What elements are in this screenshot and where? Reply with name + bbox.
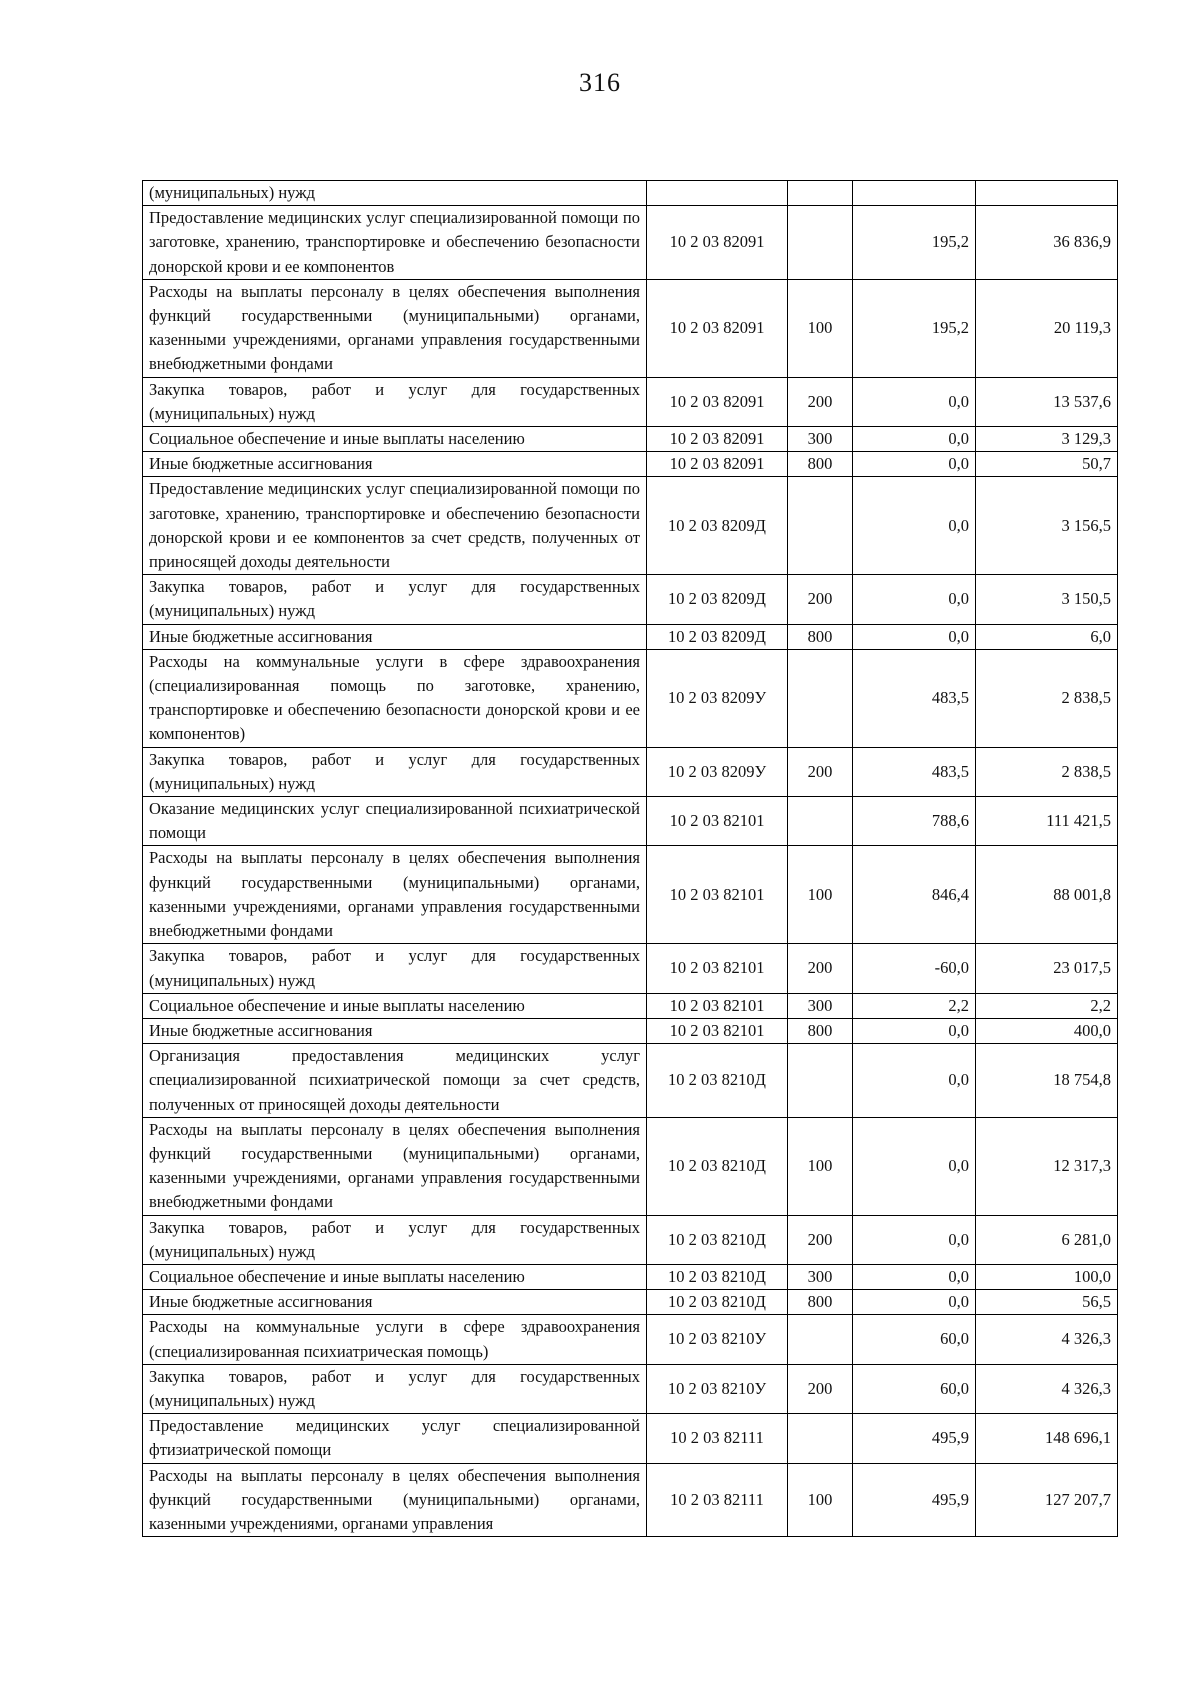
total-amount-cell: 100,0 <box>976 1264 1118 1289</box>
expense-type-cell: 100 <box>788 279 853 377</box>
expense-name-cell: Закупка товаров, работ и услуг для государственных (муниципальных) нужд <box>143 747 647 796</box>
budget-table-body <box>143 181 1118 1537</box>
expense-name-cell: Социальное обеспечение и иные выплаты населению <box>143 1264 647 1289</box>
change-amount-cell: 0,0 <box>853 1264 976 1289</box>
change-amount-cell: 195,2 <box>853 279 976 377</box>
target-code-cell: 10 2 03 8209У <box>647 747 788 796</box>
change-amount-cell: 0,0 <box>853 1290 976 1315</box>
total-amount-cell: 400,0 <box>976 1018 1118 1043</box>
target-code-cell: 10 2 03 8210У <box>647 1364 788 1413</box>
total-amount-cell: 3 150,5 <box>976 575 1118 624</box>
table-row <box>143 1364 1118 1413</box>
table-row <box>143 452 1118 477</box>
change-amount-cell: 0,0 <box>853 452 976 477</box>
target-code-cell: 10 2 03 82091 <box>647 452 788 477</box>
expense-name-cell: Предоставление медицинских услуг специализированной помощи по заготовке, хранению, транспортировке и обеспечению безопасности донорской крови и ее компонентов <box>143 206 647 280</box>
expense-type-cell: 200 <box>788 1364 853 1413</box>
expense-name-cell: Расходы на коммунальные услуги в сфере здравоохранения (специализированная психиатрическая помощь) <box>143 1315 647 1364</box>
expense-name-cell: Закупка товаров, работ и услуг для государственных (муниципальных) нужд <box>143 575 647 624</box>
table-row <box>143 747 1118 796</box>
table-row <box>143 427 1118 452</box>
expense-type-cell <box>788 206 853 280</box>
expense-type-cell: 100 <box>788 846 853 944</box>
expense-type-cell: 300 <box>788 993 853 1018</box>
change-amount-cell: 0,0 <box>853 1018 976 1043</box>
total-amount-cell: 18 754,8 <box>976 1044 1118 1118</box>
change-amount-cell: 0,0 <box>853 377 976 426</box>
total-amount-cell: 13 537,6 <box>976 377 1118 426</box>
budget-table <box>142 180 1118 1537</box>
target-code-cell: 10 2 03 82091 <box>647 206 788 280</box>
table-row <box>143 797 1118 846</box>
expense-type-cell <box>788 1044 853 1118</box>
target-code-cell: 10 2 03 82101 <box>647 1018 788 1043</box>
change-amount-cell: 495,9 <box>853 1463 976 1537</box>
change-amount-cell: 195,2 <box>853 206 976 280</box>
table-row <box>143 181 1118 206</box>
expense-type-cell: 200 <box>788 1215 853 1264</box>
expense-type-cell <box>788 797 853 846</box>
expense-type-cell <box>788 1414 853 1463</box>
total-amount-cell: 50,7 <box>976 452 1118 477</box>
change-amount-cell: 0,0 <box>853 477 976 575</box>
target-code-cell: 10 2 03 82111 <box>647 1414 788 1463</box>
expense-name-cell: Социальное обеспечение и иные выплаты населению <box>143 427 647 452</box>
target-code-cell: 10 2 03 82101 <box>647 944 788 993</box>
table-row <box>143 477 1118 575</box>
table-row <box>143 1315 1118 1364</box>
expense-name-cell: Иные бюджетные ассигнования <box>143 1018 647 1043</box>
total-amount-cell: 4 326,3 <box>976 1364 1118 1413</box>
table-row <box>143 944 1118 993</box>
expense-name-cell: Расходы на выплаты персоналу в целях обеспечения выполнения функций государственными (муниципальными) органами, казенными учреждениями, органами управления государственными внебюджетными фондами <box>143 846 647 944</box>
total-amount-cell: 36 836,9 <box>976 206 1118 280</box>
change-amount-cell: 495,9 <box>853 1414 976 1463</box>
change-amount-cell: 60,0 <box>853 1364 976 1413</box>
total-amount-cell: 88 001,8 <box>976 846 1118 944</box>
expense-name-cell: Закупка товаров, работ и услуг для государственных (муниципальных) нужд <box>143 1215 647 1264</box>
target-code-cell: 10 2 03 82101 <box>647 797 788 846</box>
total-amount-cell: 4 326,3 <box>976 1315 1118 1364</box>
change-amount-cell: 788,6 <box>853 797 976 846</box>
total-amount-cell: 20 119,3 <box>976 279 1118 377</box>
total-amount-cell: 111 421,5 <box>976 797 1118 846</box>
total-amount-cell: 56,5 <box>976 1290 1118 1315</box>
table-row <box>143 377 1118 426</box>
expense-type-cell <box>788 477 853 575</box>
expense-type-cell: 200 <box>788 377 853 426</box>
expense-name-cell: Предоставление медицинских услуг специализированной фтизиатрической помощи <box>143 1414 647 1463</box>
total-amount-cell: 148 696,1 <box>976 1414 1118 1463</box>
expense-name-cell: Расходы на коммунальные услуги в сфере здравоохранения (специализированная помощь по заготовке, хранению, транспортировке и обеспечению безопасности донорской крови и ее компонентов) <box>143 649 647 747</box>
target-code-cell: 10 2 03 8209У <box>647 649 788 747</box>
table-row <box>143 575 1118 624</box>
change-amount-cell: 0,0 <box>853 1215 976 1264</box>
target-code-cell: 10 2 03 8210Д <box>647 1215 788 1264</box>
expense-name-cell: Иные бюджетные ассигнования <box>143 1290 647 1315</box>
target-code-cell: 10 2 03 82091 <box>647 427 788 452</box>
total-amount-cell: 3 129,3 <box>976 427 1118 452</box>
expense-type-cell: 200 <box>788 747 853 796</box>
table-row <box>143 1215 1118 1264</box>
total-amount-cell: 23 017,5 <box>976 944 1118 993</box>
table-row <box>143 1044 1118 1118</box>
expense-name-cell: (муниципальных) нужд <box>143 181 647 206</box>
change-amount-cell: 0,0 <box>853 1044 976 1118</box>
expense-name-cell: Оказание медицинских услуг специализированной психиатрической помощи <box>143 797 647 846</box>
table-row <box>143 1414 1118 1463</box>
target-code-cell: 10 2 03 8210Д <box>647 1264 788 1289</box>
expense-type-cell <box>788 181 853 206</box>
target-code-cell <box>647 181 788 206</box>
expense-name-cell: Закупка товаров, работ и услуг для государственных (муниципальных) нужд <box>143 1364 647 1413</box>
expense-name-cell: Иные бюджетные ассигнования <box>143 452 647 477</box>
table-row <box>143 1463 1118 1537</box>
expense-type-cell: 800 <box>788 1018 853 1043</box>
total-amount-cell: 3 156,5 <box>976 477 1118 575</box>
total-amount-cell: 2 838,5 <box>976 649 1118 747</box>
change-amount-cell: 0,0 <box>853 427 976 452</box>
table-row <box>143 1117 1118 1215</box>
target-code-cell: 10 2 03 8209Д <box>647 477 788 575</box>
table-row <box>143 846 1118 944</box>
table-row <box>143 649 1118 747</box>
total-amount-cell: 6,0 <box>976 624 1118 649</box>
page-number: 316 <box>579 68 621 97</box>
change-amount-cell: 483,5 <box>853 747 976 796</box>
change-amount-cell <box>853 181 976 206</box>
target-code-cell: 10 2 03 8210У <box>647 1315 788 1364</box>
change-amount-cell: 2,2 <box>853 993 976 1018</box>
change-amount-cell: 483,5 <box>853 649 976 747</box>
change-amount-cell: 0,0 <box>853 624 976 649</box>
expense-name-cell: Социальное обеспечение и иные выплаты населению <box>143 993 647 1018</box>
expense-type-cell: 800 <box>788 452 853 477</box>
table-row <box>143 1264 1118 1289</box>
expense-type-cell: 800 <box>788 1290 853 1315</box>
table-row <box>143 1290 1118 1315</box>
change-amount-cell: 60,0 <box>853 1315 976 1364</box>
expense-type-cell: 200 <box>788 944 853 993</box>
expense-name-cell: Иные бюджетные ассигнования <box>143 624 647 649</box>
target-code-cell: 10 2 03 82101 <box>647 846 788 944</box>
change-amount-cell: 846,4 <box>853 846 976 944</box>
table-row <box>143 206 1118 280</box>
total-amount-cell <box>976 181 1118 206</box>
expense-name-cell: Закупка товаров, работ и услуг для государственных (муниципальных) нужд <box>143 944 647 993</box>
change-amount-cell: 0,0 <box>853 575 976 624</box>
target-code-cell: 10 2 03 8209Д <box>647 575 788 624</box>
target-code-cell: 10 2 03 8210Д <box>647 1117 788 1215</box>
expense-type-cell <box>788 649 853 747</box>
total-amount-cell: 2 838,5 <box>976 747 1118 796</box>
expense-type-cell: 300 <box>788 1264 853 1289</box>
target-code-cell: 10 2 03 82111 <box>647 1463 788 1537</box>
change-amount-cell: 0,0 <box>853 1117 976 1215</box>
total-amount-cell: 127 207,7 <box>976 1463 1118 1537</box>
expense-type-cell: 800 <box>788 624 853 649</box>
change-amount-cell: -60,0 <box>853 944 976 993</box>
expense-name-cell: Организация предоставления медицинских услуг специализированной психиатрической помощи за счет средств, полученных от приносящей доходы деятельности <box>143 1044 647 1118</box>
expense-name-cell: Закупка товаров, работ и услуг для государственных (муниципальных) нужд <box>143 377 647 426</box>
total-amount-cell: 2,2 <box>976 993 1118 1018</box>
target-code-cell: 10 2 03 8210Д <box>647 1290 788 1315</box>
target-code-cell: 10 2 03 8210Д <box>647 1044 788 1118</box>
target-code-cell: 10 2 03 82101 <box>647 993 788 1018</box>
expense-type-cell: 100 <box>788 1117 853 1215</box>
target-code-cell: 10 2 03 82091 <box>647 377 788 426</box>
target-code-cell: 10 2 03 82091 <box>647 279 788 377</box>
expense-name-cell: Предоставление медицинских услуг специализированной помощи по заготовке, хранению, транспортировке и обеспечению безопасности донорской крови и ее компонентов за счет средств, полученных от приносящей доходы деятельности <box>143 477 647 575</box>
table-row <box>143 279 1118 377</box>
expense-type-cell: 300 <box>788 427 853 452</box>
expense-type-cell: 100 <box>788 1463 853 1537</box>
expense-type-cell: 200 <box>788 575 853 624</box>
expense-name-cell: Расходы на выплаты персоналу в целях обеспечения выполнения функций государственными (муниципальными) органами, казенными учреждениями, органами управления государственными внебюджетными фондами <box>143 1117 647 1215</box>
table-row <box>143 624 1118 649</box>
expense-name-cell: Расходы на выплаты персоналу в целях обеспечения выполнения функций государственными (муниципальными) органами, казенными учреждениями, органами управления государственными внебюджетными фондами <box>143 279 647 377</box>
total-amount-cell: 6 281,0 <box>976 1215 1118 1264</box>
table-row <box>143 993 1118 1018</box>
total-amount-cell: 12 317,3 <box>976 1117 1118 1215</box>
expense-type-cell <box>788 1315 853 1364</box>
table-row <box>143 1018 1118 1043</box>
target-code-cell: 10 2 03 8209Д <box>647 624 788 649</box>
expense-name-cell: Расходы на выплаты персоналу в целях обеспечения выполнения функций государственными (муниципальными) органами, казенными учреждениями, органами управления <box>143 1463 647 1537</box>
